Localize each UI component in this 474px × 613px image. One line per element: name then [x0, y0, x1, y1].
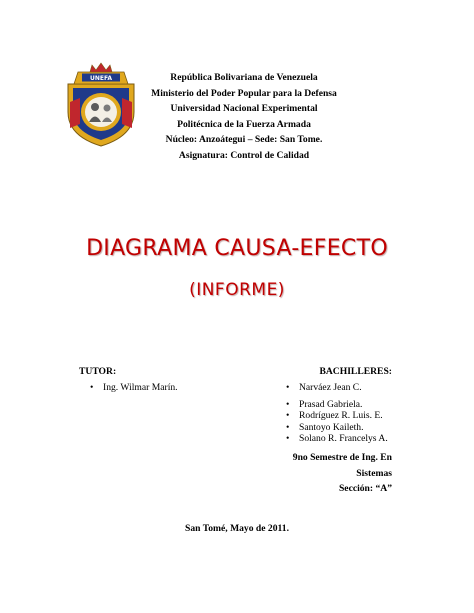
- institution-header: [140, 70, 348, 164]
- tutor-name: Ing. Wilmar Marín.: [103, 382, 178, 393]
- list-item: [90, 382, 178, 393]
- list-item: [286, 410, 388, 422]
- student-name: Narváez Jean C.: [299, 382, 362, 393]
- list-item: [286, 382, 388, 394]
- header-line-polytechnic: Politécnica de la Fuerza Armada: [177, 118, 311, 130]
- bullet-icon: •: [286, 398, 290, 410]
- bullet-icon: •: [286, 433, 290, 444]
- crest-banner-text: UNEFA: [89, 75, 113, 82]
- bachilleres-list: [286, 382, 388, 445]
- header-line-country: República Bolivariana de Venezuela: [170, 72, 318, 83]
- section-line: Sección: “A”: [338, 483, 392, 494]
- list-item: [286, 399, 388, 411]
- semester-career: Sistemas: [356, 467, 392, 479]
- header-line-ministry: Ministerio del Poder Popular para la Defensa: [151, 87, 337, 99]
- university-crest-icon: [62, 62, 140, 148]
- bachilleres-label: BACHILLERES:: [319, 366, 392, 377]
- semester-line: 9no Semestre de Ing. En: [292, 452, 392, 463]
- header-line-university: Universidad Nacional Experimental: [170, 103, 318, 115]
- semester-block: [250, 450, 392, 497]
- bullet-icon: •: [286, 410, 290, 421]
- bullet-icon: •: [286, 421, 290, 433]
- header-line-subject: Asignatura: Control de Calidad: [178, 149, 310, 161]
- bullet-icon: •: [90, 382, 94, 393]
- list-item: [286, 422, 388, 434]
- place-date: San Tomé, Mayo de 2011.: [185, 523, 289, 534]
- student-name: Santoyo Kaileth.: [299, 421, 364, 433]
- student-name: Prasad Gabriela.: [299, 398, 363, 410]
- document-subtitle: (INFORME): [189, 280, 285, 300]
- student-name: Rodríguez R. Luis. E.: [299, 410, 383, 421]
- bullet-icon: •: [286, 382, 290, 393]
- header-line-campus: Núcleo: Anzoátegui – Sede: San Tome.: [165, 134, 323, 146]
- tutor-list: [90, 382, 178, 393]
- tutor-label: TUTOR:: [79, 366, 117, 377]
- student-name: Solano R. Francelys A.: [299, 433, 388, 444]
- document-title: DIAGRAMA CAUSA-EFECTO: [86, 236, 388, 261]
- list-item: [286, 433, 388, 445]
